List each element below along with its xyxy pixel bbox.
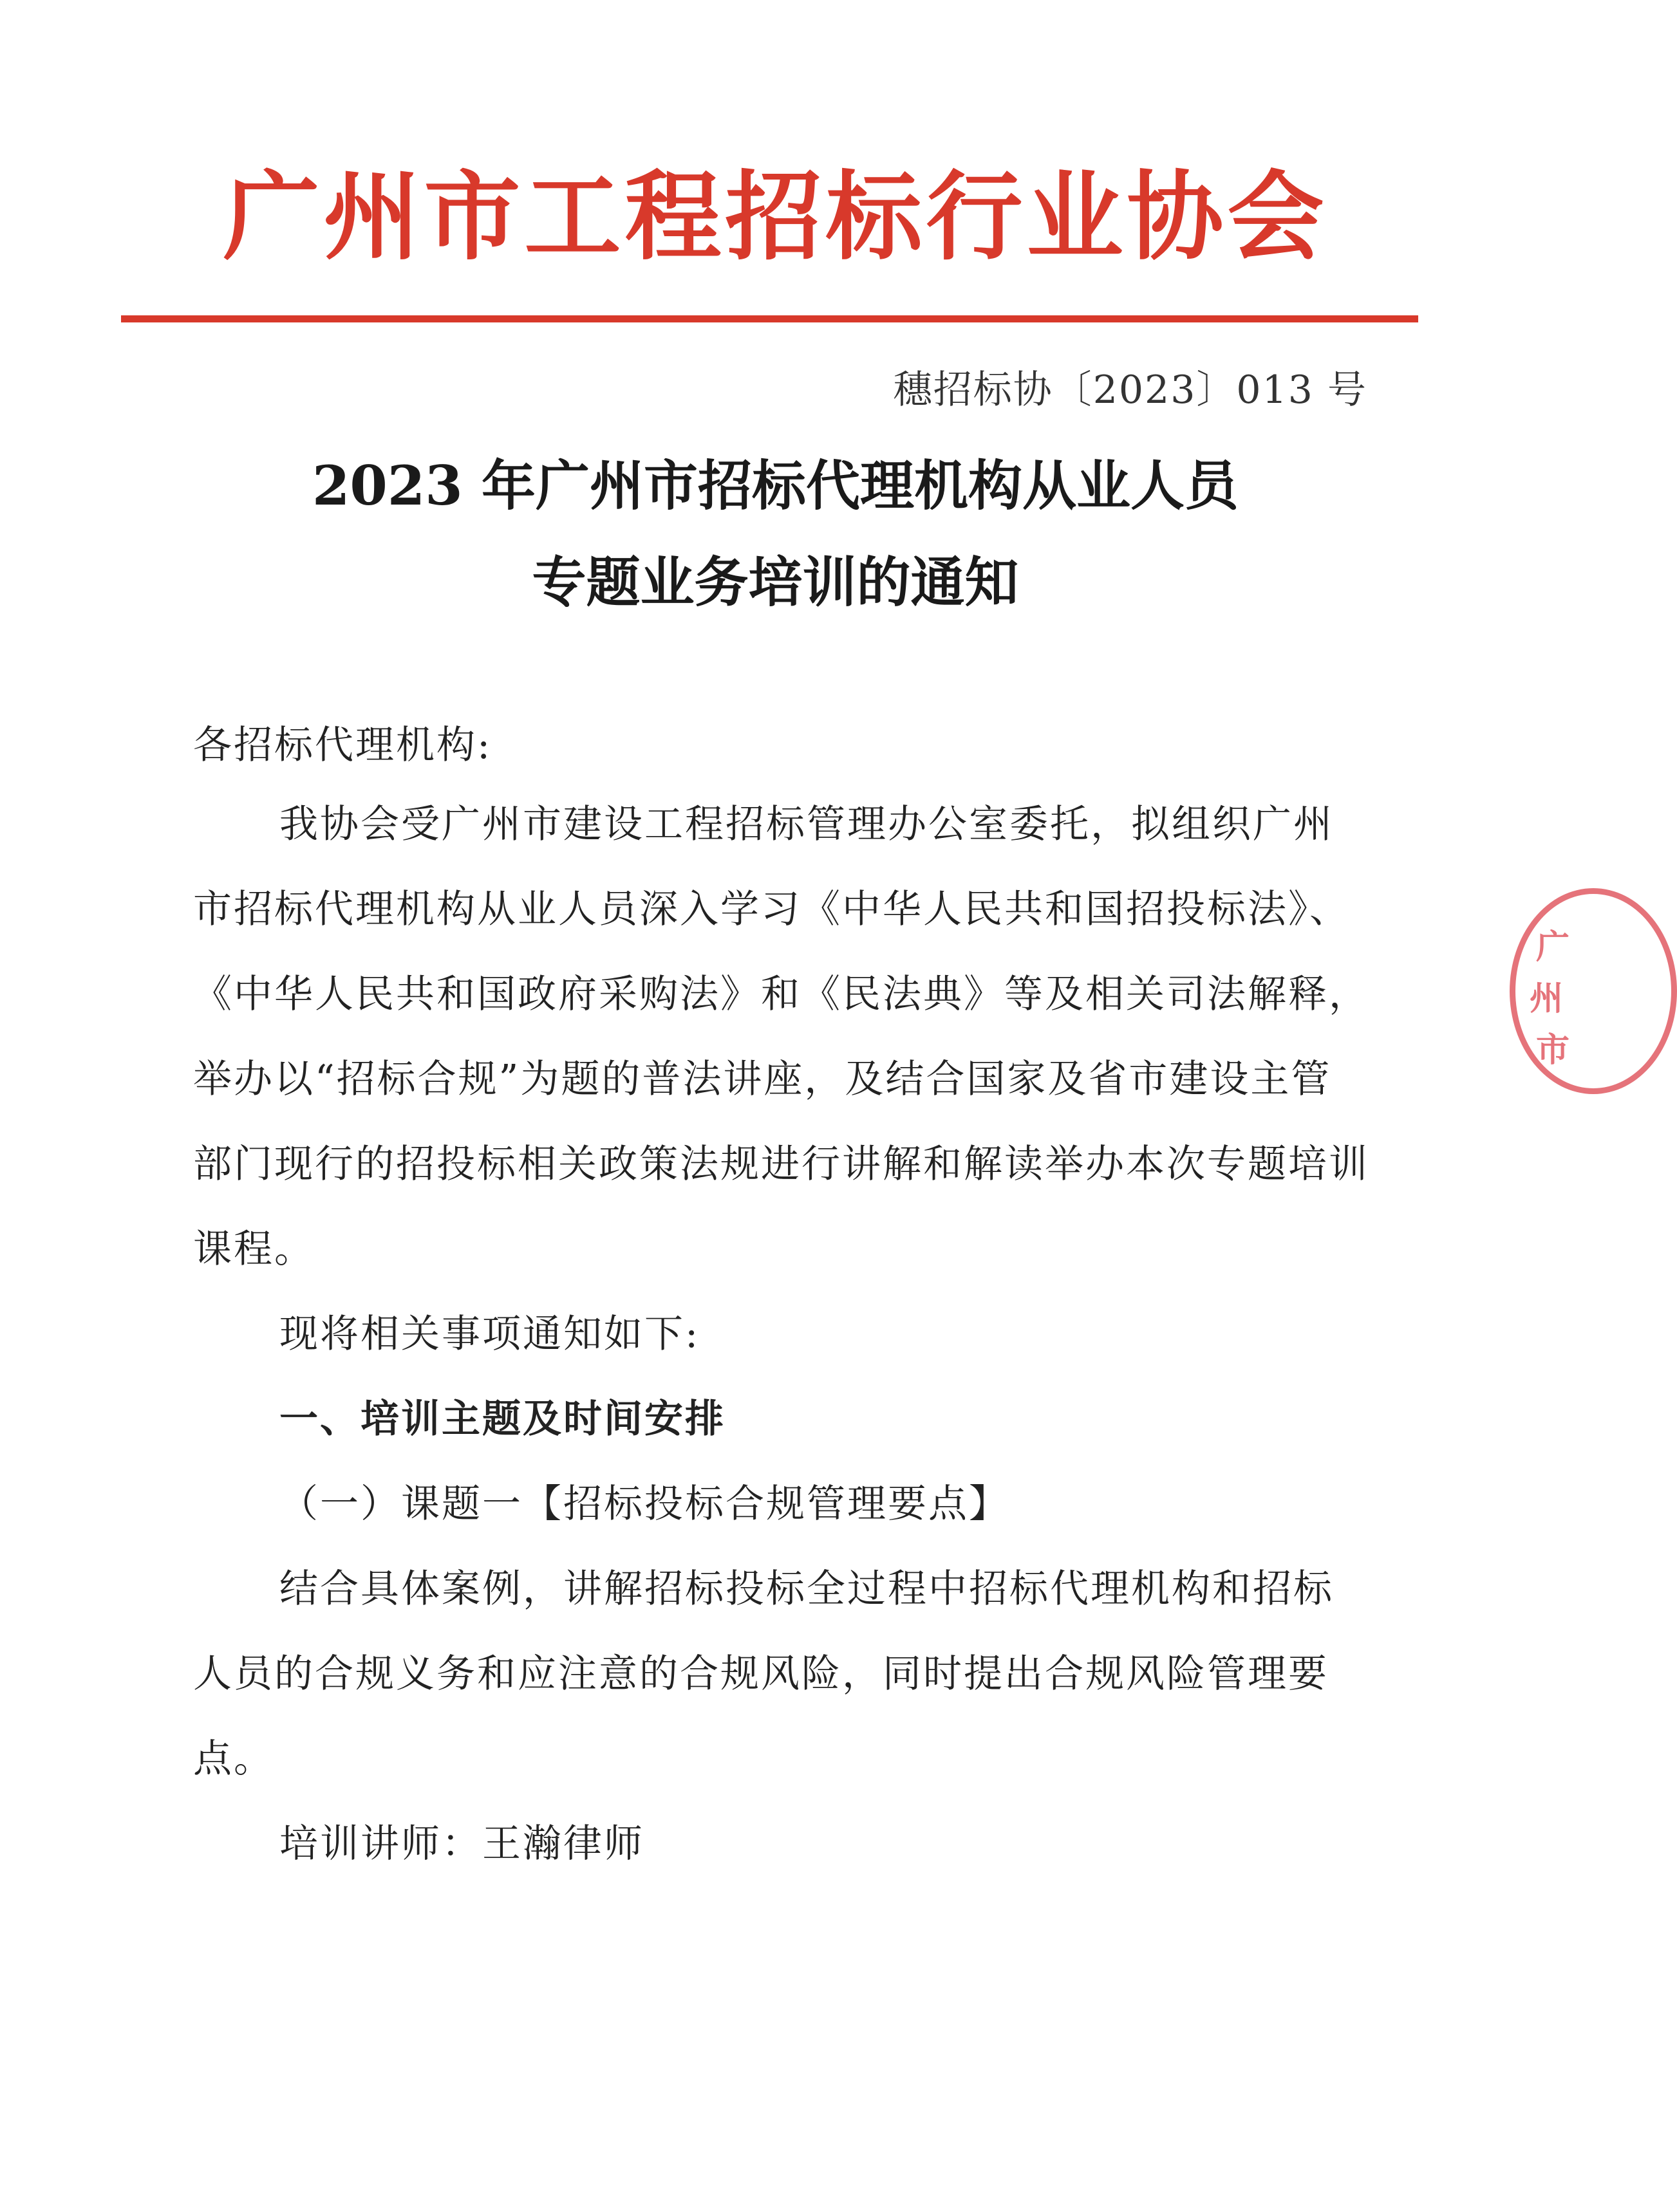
notice-title-line-2: 专题业务培训的通知	[532, 550, 1019, 614]
organization-letterhead: 广州市工程招标行业协会	[223, 160, 1328, 274]
document-number: 穗招标协〔2023〕013 号	[893, 367, 1367, 413]
salutation: 各招标代理机构:	[193, 723, 492, 768]
lead-in-paragraph: 现将相关事项通知如下:	[279, 1312, 700, 1357]
notice-title	[0, 438, 1551, 631]
lecturer-line: 培训讲师：王瀚律师	[279, 1821, 644, 1866]
topic-description: 结合具体案例，讲解招标投标全过程中招标代理机构和招标人员的合规义务和应注意的合规风险，同时提出合规风险管理要点。	[193, 1566, 1334, 1781]
notice-title-line-1: 2023 年广州市招标代理机构从业人员	[312, 454, 1239, 517]
notice-body	[193, 782, 1371, 1886]
official-seal-stamp	[1510, 888, 1677, 1094]
section-heading: 一、培训主题及时间安排	[279, 1397, 726, 1442]
letterhead-divider	[121, 315, 1418, 322]
seal-mark: 广	[1536, 927, 1570, 967]
intro-paragraph: 我协会受广州市建设工程招标管理办公室委托，拟组织广州市招标代理机构从业人员深入学习《中华人民共和国招投标法》、《中华人民共和国政府采购法》和《民法典》等及相关司法解释，举办以“招标合规”为题的普法讲座，及结合国家及省市建设主管部门现行的招投标相关政策法规进行讲解和解读举办本次专题培训课程。	[193, 802, 1369, 1272]
seal-mark: 市	[1536, 1030, 1570, 1070]
seal-mark: 州	[1530, 979, 1564, 1018]
topic-heading: （一）课题一【招标投标合规管理要点】	[279, 1482, 1009, 1527]
